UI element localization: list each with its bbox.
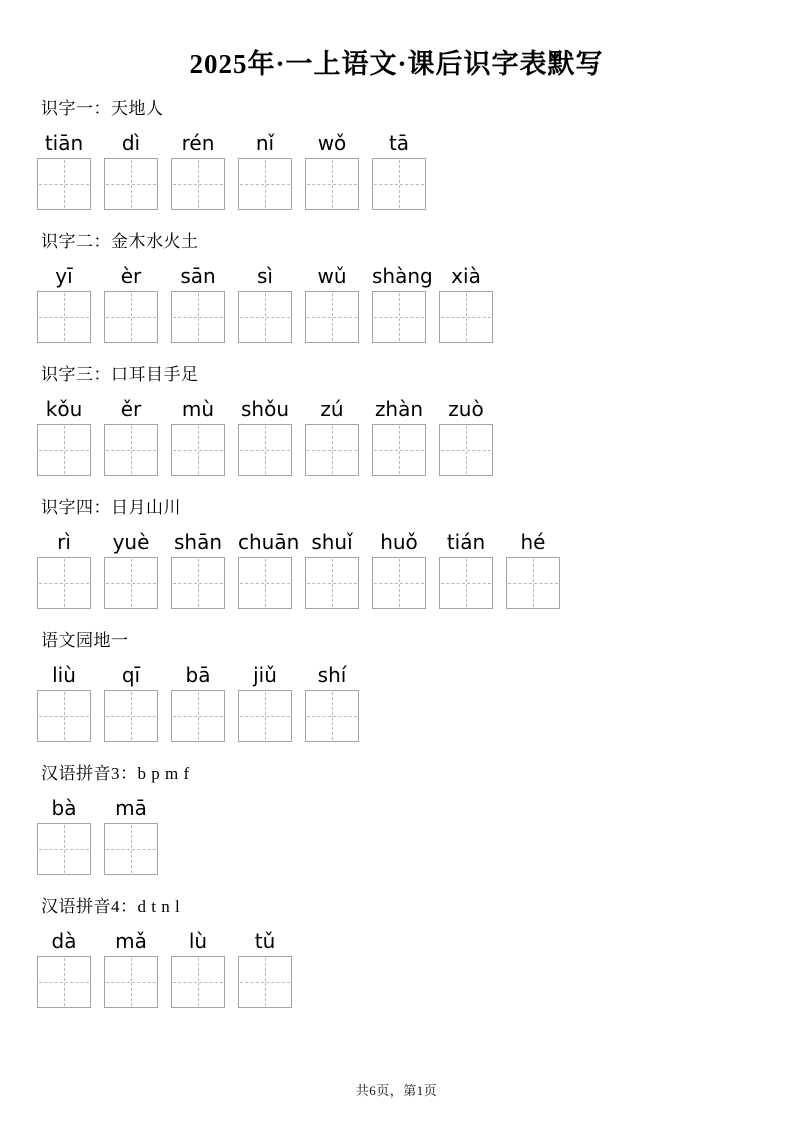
horizontal-guide-line — [173, 317, 223, 318]
horizontal-guide-line — [240, 583, 290, 584]
pinyin-label: mù — [181, 397, 215, 421]
horizontal-guide-line — [441, 317, 491, 318]
character-cell — [439, 518, 493, 609]
pinyin-label: zuò — [448, 397, 484, 421]
pinyin-label: shàng — [372, 264, 433, 288]
pinyin-label: ěr — [120, 397, 142, 421]
pinyin-label: huǒ — [380, 530, 418, 554]
pinyin-label: dì — [121, 131, 141, 155]
tianzige-writing-box — [238, 690, 292, 742]
horizontal-guide-line — [39, 583, 89, 584]
character-cell — [305, 252, 359, 343]
pinyin-label: tā — [388, 131, 410, 155]
horizontal-guide-line — [106, 317, 156, 318]
tianzige-writing-box — [238, 956, 292, 1008]
pinyin-label: wǒ — [317, 131, 347, 155]
tianzige-writing-box — [37, 291, 91, 343]
character-cell — [171, 119, 225, 210]
tianzige-writing-box — [238, 291, 292, 343]
section — [37, 497, 763, 609]
character-cell — [305, 518, 359, 609]
horizontal-guide-line — [106, 716, 156, 717]
pinyin-label: sān — [180, 264, 216, 288]
section-heading: 识字一：天地人 — [41, 99, 164, 118]
horizontal-guide-line — [173, 982, 223, 983]
character-cell — [37, 917, 91, 1008]
pinyin-label: zú — [320, 397, 344, 421]
pinyin-label: bā — [185, 663, 211, 687]
tianzige-writing-box — [372, 291, 426, 343]
horizontal-guide-line — [39, 184, 89, 185]
section-heading: 语文园地一 — [41, 631, 129, 650]
tianzige-writing-box — [372, 557, 426, 609]
character-cell — [37, 252, 91, 343]
tianzige-writing-box — [171, 956, 225, 1008]
pinyin-label: yī — [55, 264, 73, 288]
character-cell — [171, 518, 225, 609]
character-cells-row — [37, 119, 763, 210]
character-cell — [238, 651, 292, 742]
pinyin-label: shí — [317, 663, 347, 687]
horizontal-guide-line — [374, 317, 424, 318]
character-cells-row — [37, 252, 763, 343]
character-cell — [238, 917, 292, 1008]
pinyin-label: zhàn — [374, 397, 424, 421]
character-cell — [104, 518, 158, 609]
horizontal-guide-line — [240, 184, 290, 185]
tianzige-writing-box — [238, 557, 292, 609]
character-cell — [238, 252, 292, 343]
pinyin-label: èr — [120, 264, 142, 288]
character-cell — [305, 119, 359, 210]
horizontal-guide-line — [240, 982, 290, 983]
horizontal-guide-line — [441, 450, 491, 451]
character-cell — [372, 119, 426, 210]
character-cell — [305, 385, 359, 476]
tianzige-writing-box — [104, 291, 158, 343]
section — [37, 896, 763, 1008]
horizontal-guide-line — [240, 716, 290, 717]
tianzige-writing-box — [104, 424, 158, 476]
character-cell — [104, 252, 158, 343]
section-heading: 汉语拼音3：b p m f — [41, 764, 190, 783]
horizontal-guide-line — [441, 583, 491, 584]
pinyin-label: chuān — [238, 530, 300, 554]
section — [37, 98, 763, 210]
tianzige-writing-box — [305, 291, 359, 343]
horizontal-guide-line — [39, 849, 89, 850]
pinyin-label: rén — [181, 131, 215, 155]
character-cell — [439, 385, 493, 476]
character-cell — [104, 119, 158, 210]
character-cell — [372, 252, 433, 343]
tianzige-writing-box — [104, 690, 158, 742]
horizontal-guide-line — [374, 583, 424, 584]
pinyin-label: rì — [57, 530, 71, 554]
pinyin-label: bà — [51, 796, 77, 820]
character-cells-row — [37, 917, 763, 1008]
pinyin-label: kǒu — [45, 397, 83, 421]
pinyin-label: mā — [115, 796, 147, 820]
sections-container — [37, 98, 763, 1008]
character-cells-row — [37, 651, 763, 742]
section — [37, 630, 763, 742]
tianzige-writing-box — [238, 158, 292, 210]
section-heading: 识字二：金木水火土 — [41, 232, 199, 251]
character-cell — [37, 119, 91, 210]
horizontal-guide-line — [374, 184, 424, 185]
pinyin-label: shǒu — [240, 397, 289, 421]
horizontal-guide-line — [106, 184, 156, 185]
pinyin-label: jiǔ — [253, 663, 277, 687]
tianzige-writing-box — [37, 956, 91, 1008]
character-cell — [305, 651, 359, 742]
tianzige-writing-box — [171, 291, 225, 343]
tianzige-writing-box — [439, 424, 493, 476]
character-cell — [104, 651, 158, 742]
character-cell — [439, 252, 493, 343]
character-cells-row — [37, 518, 763, 609]
character-cell — [104, 917, 158, 1008]
tianzige-writing-box — [37, 690, 91, 742]
pinyin-label: tián — [446, 530, 486, 554]
horizontal-guide-line — [307, 583, 357, 584]
tianzige-writing-box — [171, 690, 225, 742]
horizontal-guide-line — [173, 184, 223, 185]
tianzige-writing-box — [104, 823, 158, 875]
tianzige-writing-box — [305, 158, 359, 210]
pinyin-label: wǔ — [317, 264, 347, 288]
horizontal-guide-line — [240, 317, 290, 318]
section — [37, 763, 763, 875]
page-footer: 共6页，第1页 — [355, 1083, 438, 1098]
tianzige-writing-box — [305, 557, 359, 609]
section-heading: 汉语拼音4：d t n l — [41, 897, 181, 916]
horizontal-guide-line — [173, 716, 223, 717]
horizontal-guide-line — [39, 982, 89, 983]
character-cell — [238, 518, 300, 609]
character-cell — [104, 385, 158, 476]
character-cell — [238, 385, 292, 476]
character-cell — [104, 784, 158, 875]
tianzige-writing-box — [104, 956, 158, 1008]
pinyin-label: mǎ — [115, 929, 147, 953]
character-cell — [37, 518, 91, 609]
tianzige-writing-box — [37, 823, 91, 875]
horizontal-guide-line — [39, 716, 89, 717]
page-title: 2025年·一上语文·课后识字表默写 — [189, 49, 604, 79]
pinyin-label: dà — [51, 929, 77, 953]
tianzige-writing-box — [372, 424, 426, 476]
pinyin-label: sì — [257, 264, 273, 288]
character-cell — [171, 917, 225, 1008]
horizontal-guide-line — [106, 450, 156, 451]
pinyin-label: tiān — [44, 131, 84, 155]
tianzige-writing-box — [104, 557, 158, 609]
tianzige-writing-box — [238, 424, 292, 476]
horizontal-guide-line — [374, 450, 424, 451]
pinyin-label: nǐ — [255, 131, 275, 155]
pinyin-label: shuǐ — [311, 530, 353, 554]
character-cell — [37, 784, 91, 875]
tianzige-writing-box — [37, 557, 91, 609]
tianzige-writing-box — [171, 557, 225, 609]
character-cell — [372, 385, 426, 476]
character-cell — [37, 651, 91, 742]
character-cell — [238, 119, 292, 210]
character-cell — [171, 252, 225, 343]
character-cell — [171, 385, 225, 476]
horizontal-guide-line — [240, 450, 290, 451]
pinyin-label: xià — [451, 264, 481, 288]
tianzige-writing-box — [506, 557, 560, 609]
pinyin-label: tǔ — [254, 929, 276, 953]
pinyin-label: shān — [173, 530, 223, 554]
section-heading: 识字四：日月山川 — [41, 498, 181, 517]
tianzige-writing-box — [439, 557, 493, 609]
character-cells-row — [37, 784, 763, 875]
character-cell — [372, 518, 426, 609]
horizontal-guide-line — [307, 716, 357, 717]
tianzige-writing-box — [171, 158, 225, 210]
character-cell — [37, 385, 91, 476]
horizontal-guide-line — [106, 849, 156, 850]
pinyin-label: liù — [52, 663, 76, 687]
tianzige-writing-box — [305, 424, 359, 476]
horizontal-guide-line — [307, 450, 357, 451]
horizontal-guide-line — [307, 184, 357, 185]
tianzige-writing-box — [171, 424, 225, 476]
tianzige-writing-box — [372, 158, 426, 210]
pinyin-label: hé — [520, 530, 546, 554]
horizontal-guide-line — [508, 583, 558, 584]
section-heading: 识字三：口耳目手足 — [41, 365, 199, 384]
character-cell — [171, 651, 225, 742]
tianzige-writing-box — [305, 690, 359, 742]
section — [37, 364, 763, 476]
horizontal-guide-line — [106, 583, 156, 584]
tianzige-writing-box — [37, 424, 91, 476]
horizontal-guide-line — [39, 317, 89, 318]
pinyin-label: lù — [188, 929, 208, 953]
tianzige-writing-box — [439, 291, 493, 343]
tianzige-writing-box — [104, 158, 158, 210]
tianzige-writing-box — [37, 158, 91, 210]
horizontal-guide-line — [39, 450, 89, 451]
horizontal-guide-line — [106, 982, 156, 983]
section — [37, 231, 763, 343]
character-cell — [506, 518, 560, 609]
character-cells-row — [37, 385, 763, 476]
pinyin-label: qī — [121, 663, 141, 687]
pinyin-label: yuè — [112, 530, 150, 554]
horizontal-guide-line — [173, 450, 223, 451]
horizontal-guide-line — [307, 317, 357, 318]
horizontal-guide-line — [173, 583, 223, 584]
